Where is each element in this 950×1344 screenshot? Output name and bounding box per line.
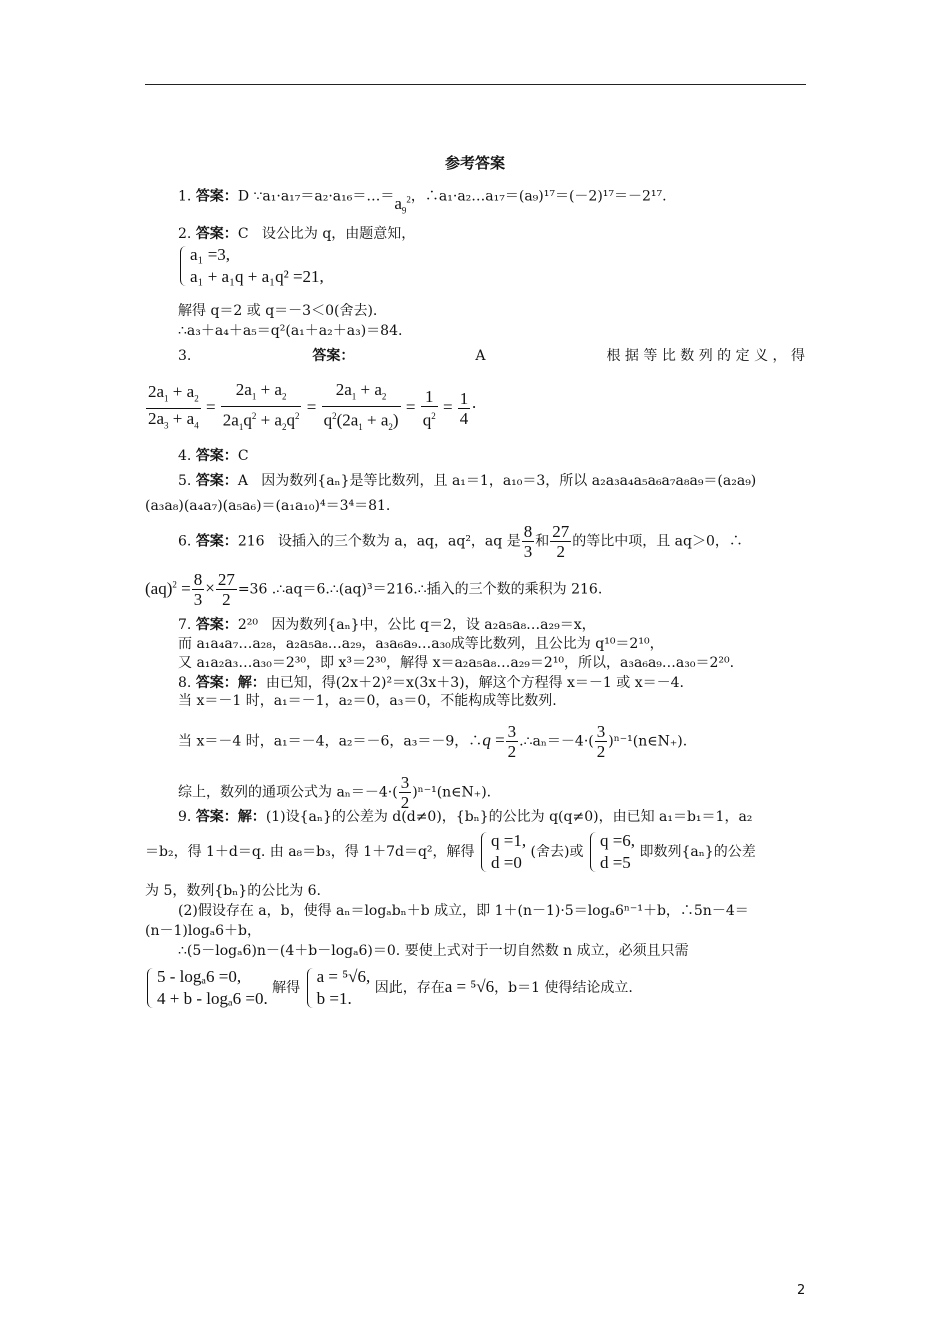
header-rule	[145, 84, 806, 85]
answer-9-line6: ∴(5－logₐ6)n－(4＋b－logₐ6)＝0. 要使上式对于一切自然数 n 成立，必须且只需	[178, 943, 689, 959]
answer-9-line5: (n－1)logₐ6＋b，	[145, 923, 261, 939]
answer-9: 9. 答案：解：(1)设{aₙ}的公差为 d(d≠0)，{bₙ}的公比为 q(q≠0)，由已知 a₁＝b₁＝1，a₂	[178, 809, 753, 825]
answer-7-line2: 而 a₁a₄a₇…a₂₈，a₂a₅a₈…a₂₉，a₃a₆a₉…a₃₀成等比数列，且公比为 q¹⁰＝2¹⁰，	[178, 636, 664, 652]
answer-5-cont: (a₃a₈)(a₄a₇)(a₅a₆)＝(a₁a₁₀)⁴＝3⁴＝81.	[145, 498, 391, 514]
answer-9-line4: (2)假设存在 a，b，使得 aₙ＝logₐbₙ＋b 成立，即 1＋(n－1)·5＝logₐ6ⁿ⁻¹＋b，∴5n－4＝	[178, 903, 749, 919]
answer-2-solve: 解得 q＝2 或 q＝－3＜0(舍去).	[178, 303, 378, 319]
answer-6-cont: (aq)$^2$ = $\frac{8}{3}$ × $\frac{27}{2}$ =36 .∴aq＝6.∴(aq)³＝216.∴插入的三个数的乘积为 216.	[145, 570, 603, 609]
answer-8-line2: 当 x＝－1 时，a₁＝－1，a₂＝0，a₃＝0，不能构成等比数列.	[178, 693, 557, 709]
answer-9-line3: 为 5，数列{bₙ}的公比为 6.	[145, 883, 321, 899]
answer-1: 1. 答案：D $\because a_1\cdot a_{17}=a_2\cdot a_{16}=\dots=a_9^2$，∴a₁·a₂…a₁₇＝(a₉)¹⁷＝(－2)¹⁷＝－2¹⁷.	[178, 188, 667, 216]
answer-8: 8. 答案：解：由已知，得(2x＋2)²＝x(3x＋3)，解这个方程得 x＝－1 或 x＝－4.	[178, 675, 684, 691]
answer-8-line4: 综上，数列的通项公式为 aₙ＝－4·( $\frac{3}{2}$ )ⁿ⁻¹(n∈N₊).	[178, 773, 492, 812]
fraction-chain-3: $\frac{2a_1 + a_2}{2a_3 + a_4}$ = $\frac{2a_1 + a_2}{2a_1q^2 + a_2q^2}$ = $\frac{2a_1 + a_2}{q^2(2a_1 + a_2)}$ = $\frac{1}{q^2}$ = $\frac{1}{4}$ ·	[148, 380, 477, 433]
answer-9-line2: ＝b₂，得 1＋d＝q. 由 a₈＝b₃，得 1＋7d＝q²，解得 q =1, d =0 (舍去)或 q =6, d =5 即数列{aₙ}的公差	[145, 831, 756, 872]
page-title: 参考答案	[444, 154, 505, 172]
answer-4: 4. 答案：C	[178, 448, 249, 464]
equation-system-2: a₁ =3, a₁ + a₁q + a₁q² =21,	[178, 244, 324, 288]
answer-7-line3: 又 a₁a₂a₃…a₃₀＝2³⁰，即 x³＝2³⁰，解得 x＝a₂a₅a₈…a₂₉＝2¹⁰，所以，a₃a₆a₉…a₃₀＝2²⁰.	[178, 655, 735, 671]
answer-5: 5. 答案：A 因为数列{aₙ}是等比数列，且 a₁＝1，a₁₀＝3，所以 a₂a₃a₄a₅a₆a₇a₈a₉＝(a₂a₉)	[178, 473, 757, 489]
answer-2: 2. 答案：C 设公比为 q，由题意知，	[178, 226, 416, 242]
page-number: 2	[797, 1283, 806, 1298]
answer-9-conclusion: 5 - logₐ6 =0, 4 + b - logₐ6 =0. 解得 a = ⁵√6, b =1. 因此，存在a = ⁵√6，b＝1 使得结论成立.	[145, 966, 633, 1010]
answer-3: 3. 答案： A 根 据 等 比 数 列 的 定 义 ， 得	[178, 348, 805, 364]
answer-8-line3: 当 x＝－4 时，a₁＝－4，a₂＝－6，a₃＝－9，∴q = $\frac{3}{2}$ .∴aₙ＝－4·( $\frac{3}{2}$ )ⁿ⁻¹(n∈N₊).	[178, 722, 688, 761]
answer-2-result: ∴a₃＋a₄＋a₅＝q²(a₁＋a₂＋a₃)＝84.	[178, 323, 403, 339]
answer-7: 7. 答案：2²⁰ 因为数列{aₙ}中，公比 q＝2，设 a₂a₅a₈…a₂₉＝x，	[178, 617, 596, 633]
answer-6: 6. 答案：216 设插入的三个数为 a，aq，aq²，aq 是 $\frac{8}{3}$ 和 $\frac{27}{2}$ 的等比中项，且 aq＞0，∴	[178, 522, 743, 561]
